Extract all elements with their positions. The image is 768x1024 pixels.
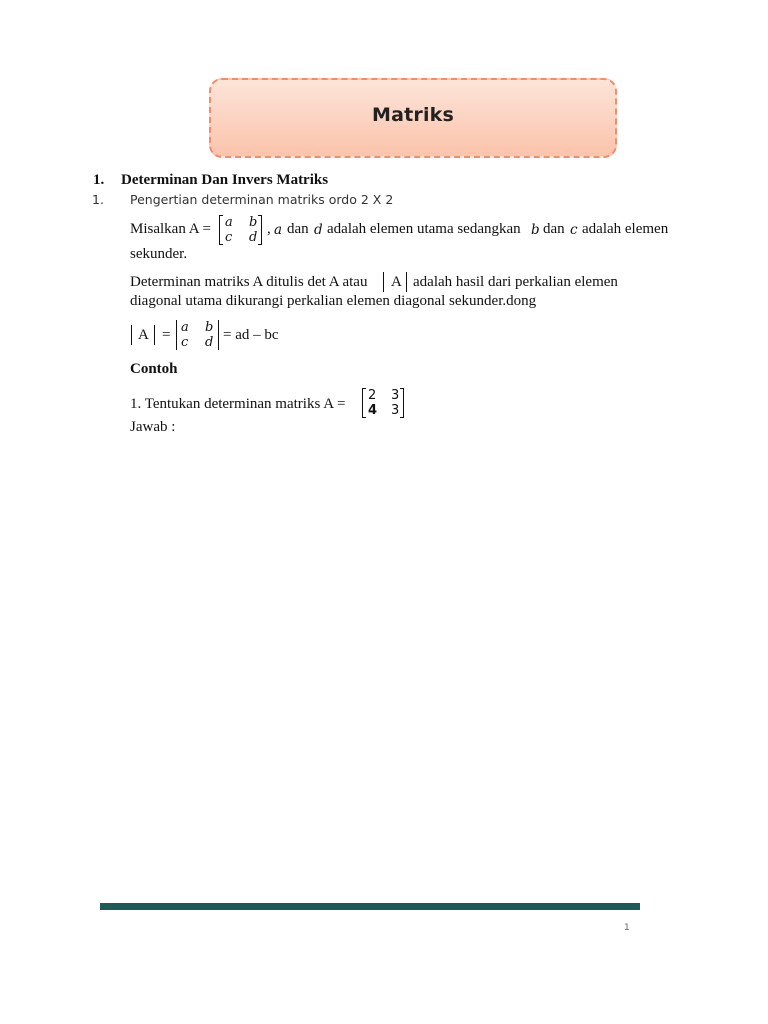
formula-abs-A xyxy=(131,325,155,345)
section-number: 1. xyxy=(93,172,105,188)
matrix-cell-3b: 3 xyxy=(391,403,400,418)
var-a: a xyxy=(274,222,283,238)
abs-bar-right xyxy=(405,272,407,292)
answer-label: Jawab : xyxy=(130,419,176,435)
var-c: c xyxy=(570,222,578,238)
title-box xyxy=(209,78,617,158)
para2-line2: diagonal utama dikurangi perkalian elemen diagonal sekunder.dong xyxy=(130,293,537,309)
para1-comma: , xyxy=(267,221,271,237)
det-bar-left xyxy=(176,320,178,350)
bracket-left xyxy=(219,215,223,245)
contoh-item-1: 1. Tentukan determinan matriks A = xyxy=(130,396,346,412)
abs-bar-right xyxy=(153,325,155,345)
matrix-cell-d: d xyxy=(205,335,214,350)
matrix-cell-b: b xyxy=(249,215,258,230)
subsection-heading: Pengertian determinan matriks ordo 2 X 2 xyxy=(130,192,394,207)
matrix-A-definition xyxy=(219,215,262,245)
para1-text2: adalah elemen utama sedangkan xyxy=(327,221,521,237)
matrix-cell-a: a xyxy=(225,215,233,230)
var-d: d xyxy=(314,222,323,238)
matrix-cell-d: d xyxy=(249,230,258,245)
determinant-matrix xyxy=(176,320,219,350)
det-bar-right xyxy=(217,320,219,350)
contoh-heading: Contoh xyxy=(130,361,178,377)
abs-symbol: A xyxy=(391,274,402,290)
para1-text4: adalah elemen xyxy=(582,221,669,237)
matrix-cell-b: b xyxy=(205,320,214,335)
matrix-cell-c: c xyxy=(181,335,189,350)
para1-line2: sekunder. xyxy=(130,246,188,262)
bracket-right xyxy=(258,215,262,245)
var-b: b xyxy=(531,222,540,238)
formula-rhs: = ad – bc xyxy=(223,327,279,343)
example-matrix xyxy=(362,388,404,418)
matrix-cell-2: 2 xyxy=(368,388,377,403)
para2-line1-prefix: Determinan matriks A ditulis det A atau xyxy=(130,274,368,290)
subsection-number: 1. xyxy=(92,192,104,207)
page-title: Matriks xyxy=(371,104,455,126)
page-number: 1 xyxy=(624,923,630,933)
matrix-cell-a: a xyxy=(181,320,189,335)
formula-eq: = xyxy=(162,327,171,343)
footer-rule xyxy=(100,903,640,910)
bracket-right xyxy=(400,388,404,418)
para2-line1-suffix: adalah hasil dari perkalian elemen xyxy=(413,274,618,290)
bracket-left xyxy=(362,388,366,418)
matrix-cell-4: 4 xyxy=(368,403,378,418)
matrix-cell-c: c xyxy=(225,230,233,245)
para1-prefix: Misalkan A = xyxy=(130,221,211,237)
section-heading: Determinan Dan Invers Matriks xyxy=(121,172,329,188)
abs-bar-left xyxy=(383,272,385,292)
abs-bar-left xyxy=(131,325,133,345)
para1-text1: dan xyxy=(287,221,309,237)
formula-lhs: A xyxy=(138,327,149,343)
para1-text3: dan xyxy=(543,221,565,237)
matrix-cell-3: 3 xyxy=(391,388,400,403)
abs-notation-A xyxy=(383,272,407,292)
